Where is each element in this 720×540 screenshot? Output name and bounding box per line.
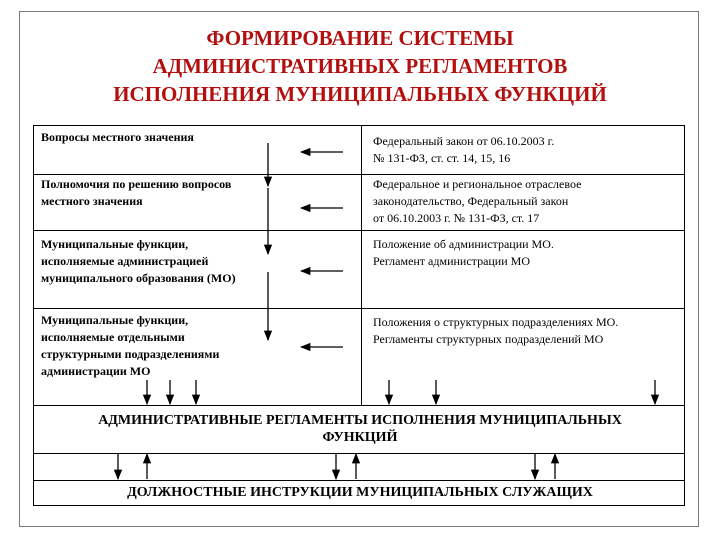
- regulations-line-2: ФУНКЦИЙ: [322, 430, 398, 445]
- local-issues-label: Вопросы местного значения: [41, 130, 194, 144]
- legislation-reference: Федеральное и региональное отраслевое законодательство, Федеральный закон от 06.10.2003 г. № 131-ФЗ, ст. 17: [373, 177, 582, 225]
- federal-law-reference-1: Федеральный закон от 06.10.2003 г. № 131-ФЗ, ст. ст. 14, 15, 16: [373, 134, 555, 165]
- department-regulation-reference: Положения о структурных подразделениях МО. Регламенты структурных подразделений МО: [373, 315, 619, 346]
- admin-regulation-reference: Положение об администрации МО. Регламент администрации МО: [373, 237, 554, 268]
- admin-functions-label: Муниципальные функции, исполняемые администрацией муниципального образования (МО): [41, 237, 236, 285]
- department-functions-label: Муниципальные функции, исполняемые отдельными структурными подразделениями администрации МО: [41, 313, 220, 378]
- title-line-3: ИСПОЛНЕНИЯ МУНИЦИПАЛЬНЫХ ФУНКЦИЙ: [113, 82, 607, 106]
- title-line-1: ФОРМИРОВАНИЕ СИСТЕМЫ: [206, 26, 514, 50]
- job-instructions-box: ДОЛЖНОСТНЫЕ ИНСТРУКЦИИ МУНИЦИПАЛЬНЫХ СЛУЖАЩИХ: [127, 485, 593, 500]
- powers-label: Полномочия по решению вопросов местного значения: [41, 177, 232, 208]
- regulations-line-1: АДМИНИСТРАТИВНЫЕ РЕГЛАМЕНТЫ ИСПОЛНЕНИЯ МУНИЦИПАЛЬНЫХ: [98, 413, 622, 428]
- title-line-2: АДМИНИСТРАТИВНЫХ РЕГЛАМЕНТОВ: [152, 54, 568, 78]
